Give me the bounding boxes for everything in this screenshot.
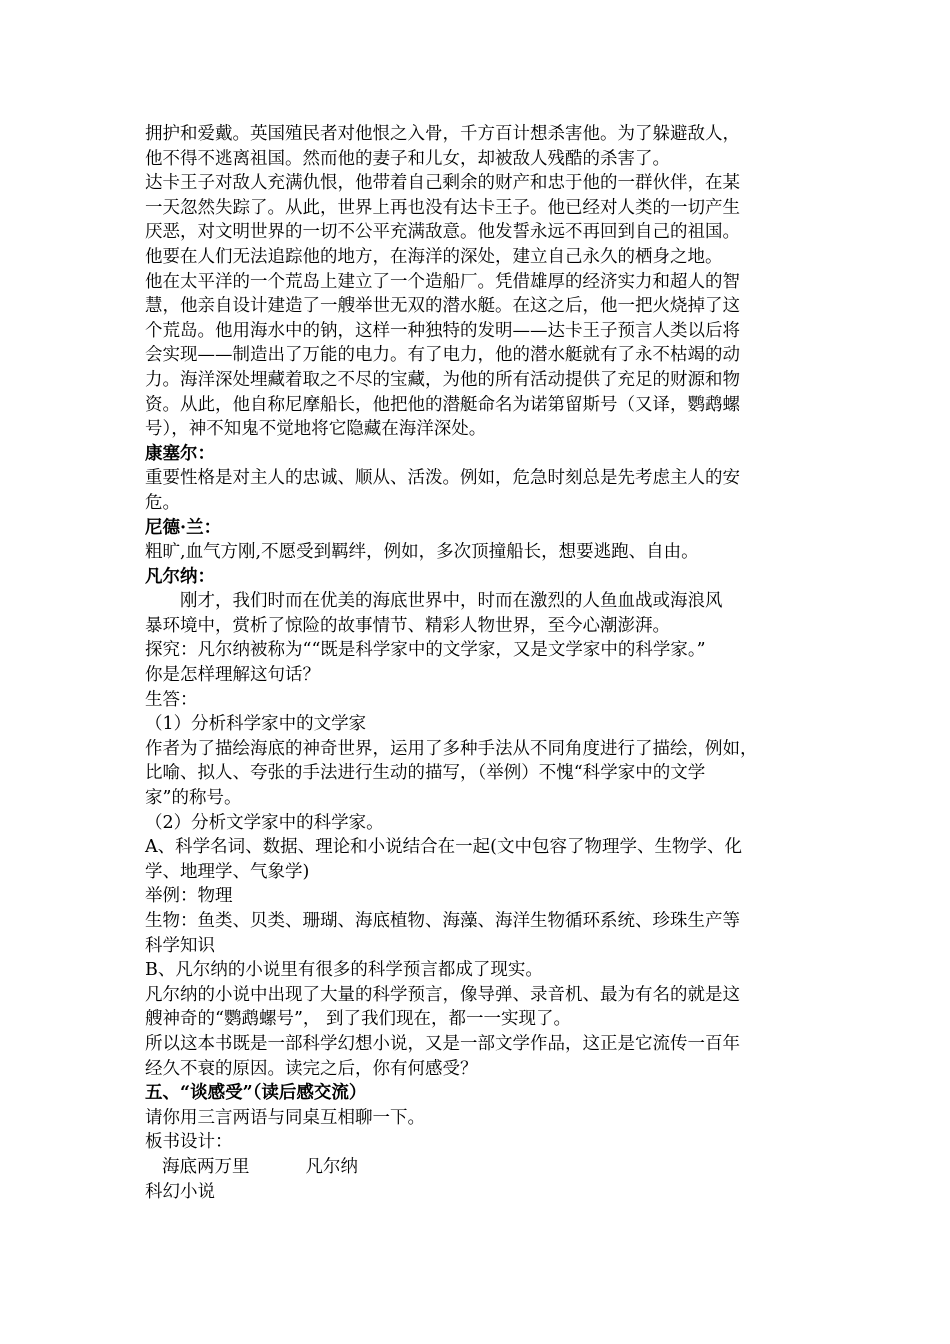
text-line: B、凡尔纳的小说里有很多的科学预言都成了现实。 [145,960,543,981]
text-line: 所以这本书既是一部科学幻想小说，又是一部文学作品，这正是它流传一百年 [145,1033,740,1054]
text-line: 危。 [145,492,180,513]
text-line: 凡尔纳的小说中出现了大量的科学预言，像导弹、录音机、最为有名的就是这 [145,984,740,1005]
text-line: 生答： [145,689,198,710]
board-design-row [145,1155,810,1180]
text-line: 比喻、拟人、夸张的手法进行生动的描写，（举例）不愧“科学家中的文学 [145,763,706,784]
text-line: 他不得不逃离祖国。然而他的妻子和儿女，却被敌人残酷的杀害了。 [145,148,670,169]
text-line: 经久不衰的原因。读完之后，你有何感受？ [145,1058,478,1079]
text-line: 板书设计： [145,1132,233,1153]
text-line: 作者为了描绘海底的神奇世界，运用了多种手法从不同角度进行了描绘，例如， [145,738,758,759]
text-line: 暴环境中，赏析了惊险的故事情节、精彩人物世界，至今心潮澎湃。 [145,615,670,636]
text-line: 科学知识 [145,935,215,956]
text-line: 探究：凡尔纳被称为““既是科学家中的文学家，又是文学家中的科学家。” [145,640,706,661]
text-line: 慧，他亲自设计建造了一艘举世无双的潜水艇。在这之后，他一把火烧掉了这 [145,296,740,317]
heading-verne: 凡尔纳： [145,566,215,587]
text-line: 力。海洋深处埋藏着取之不尽的宝藏，为他的所有活动提供了充足的财源和物 [145,369,740,390]
text-line: 生物：鱼类、贝类、珊瑚、海底植物、海藻、海洋生物循环系统、珍珠生产等 [145,911,740,931]
document-page [145,122,810,1204]
text-line: 拥护和爱戴。英国殖民者对他恨之入骨，千方百计想杀害他。为了躲避敌人， [145,124,740,144]
text-line: 个荒岛。他用海水中的钠，这样一种独特的发明——达卡王子预言人类以后将 [145,320,740,341]
text-line: 家”的称号。 [145,788,242,809]
text-line: 他在太平洋的一个荒岛上建立了一个造船厂。凭借雄厚的经济实力和超人的智 [145,271,740,292]
text-line: 你是怎样理解这句话？ [145,665,320,686]
heading-nide: 尼德·兰： [145,517,222,538]
text-line: 资。从此，他自称尼摩船长，他把他的潜艇命名为诺第留斯号（又译，鹦鹉螺 [145,394,740,415]
text-line: 一天忽然失踪了。从此，世界上再也没有达卡王子。他已经对人类的一切产生 [145,197,740,218]
heading-kangsaier: 康塞尔： [145,443,215,464]
text-line: 会实现——制造出了万能的电力。有了电力，他的潜水艇就有了永不枯竭的动 [145,345,740,366]
text-line: 号），神不知鬼不觉地将它隐藏在海洋深处。 [145,419,487,440]
text-line: A、科学名词、数据、理论和小说结合在一起(文中包容了物理学、生物学、化 [145,837,742,858]
text-line: 学、地理学、气象学) [145,861,310,882]
text-line: 请你用三言两语与同桌互相聊一下。 [145,1107,425,1128]
text-line: （2）分析文学家中的科学家。 [145,812,384,833]
text-line: 粗旷,血气方刚,不愿受到羁绊，例如，多次顶撞船长，想要逃跑、自由。 [145,542,699,563]
board-genre: 科幻小说 [145,1181,215,1202]
text-line: 重要性格是对主人的忠诚、顺从、活泼。例如，危急时刻总是先考虑主人的安 [145,468,740,489]
text-line: 厌恶，对文明世界的一切不公平充满敌意。他发誓永远不再回到自己的祖国。 [145,222,740,243]
text-line: 举例：物理 [145,886,233,907]
text-line: 艘神奇的“鹦鹉螺号”， 到了我们现在，都一一实现了。 [145,1009,571,1030]
text-line: 他要在人们无法追踪他的地方，在海洋的深处，建立自己永久的栖身之地。 [145,246,723,267]
board-author: 凡尔纳 [305,1156,358,1177]
board-title: 海底两万里 [162,1156,250,1177]
text-line: （1）分析科学家中的文学家 [145,714,367,735]
text-line: 刚才，我们时而在优美的海底世界中，时而在激烈的人鱼血战或海浪风 [180,591,723,612]
heading-section-five: 五、“谈感受”（读后感交流） [145,1083,367,1104]
text-line: 达卡王子对敌人充满仇恨，他带着自己剩余的财产和忠于他的一群伙伴，在某 [145,173,740,194]
